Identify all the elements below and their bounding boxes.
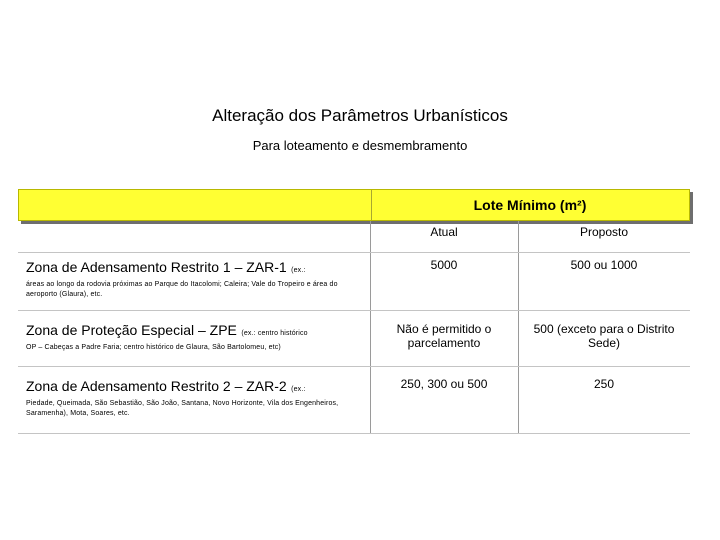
page-subtitle: Para loteamento e desmembramento [252,138,468,153]
row-divider-2 [18,310,690,311]
cell-proposto: 500 ou 1000 [570,258,638,272]
table-row [26,259,366,300]
zone-name: Zona de Proteção Especial – ZPE [26,322,237,338]
row-divider-1 [18,252,690,253]
zone-note-inline: (ex.: [291,386,306,393]
cell-atual: Não é permitido o parcelamento [396,322,492,350]
cell-proposto: 500 (exceto para o Distrito Sede) [533,322,675,350]
table-row [26,322,366,353]
table-header-bar [18,189,690,221]
zone-name: Zona de Adensamento Restrito 1 – ZAR-1 [26,259,287,275]
zone-note-inline: (ex.: [291,267,306,274]
lote-minimo-header: Lote Mínimo (m²) [473,197,587,213]
cell-proposto: 250 [593,377,615,391]
cell-atual: 250, 300 ou 500 [400,377,488,391]
row-divider-3 [18,366,690,367]
zone-note: Piedade, Queimada, São Sebastião, São João, Santana, Novo Horizonte, Vila dos Engenheiros, Saramenha), Mota, Soares, etc. [26,400,339,417]
cell-atual: 5000 [430,258,458,272]
table-row [26,378,366,419]
zone-note: OP – Cabeças a Padre Faria; centro histórico de Glaura, São Bartolomeu, etc) [26,344,281,351]
zone-note: áreas ao longo da rodovia próximas ao Parque do Itacolomi; Caleira; Vale do Tropeiro e área do aeroporto (Glaura), etc. [26,281,338,298]
zone-note-inline: (ex.: centro histórico [241,330,308,337]
column-header-atual: Atual [430,225,458,239]
page-title: Alteração dos Parâmetros Urbanísticos [212,106,508,125]
row-divider-4 [18,433,690,434]
zone-name: Zona de Adensamento Restrito 2 – ZAR-2 [26,378,287,394]
column-header-proposto: Proposto [579,225,629,239]
